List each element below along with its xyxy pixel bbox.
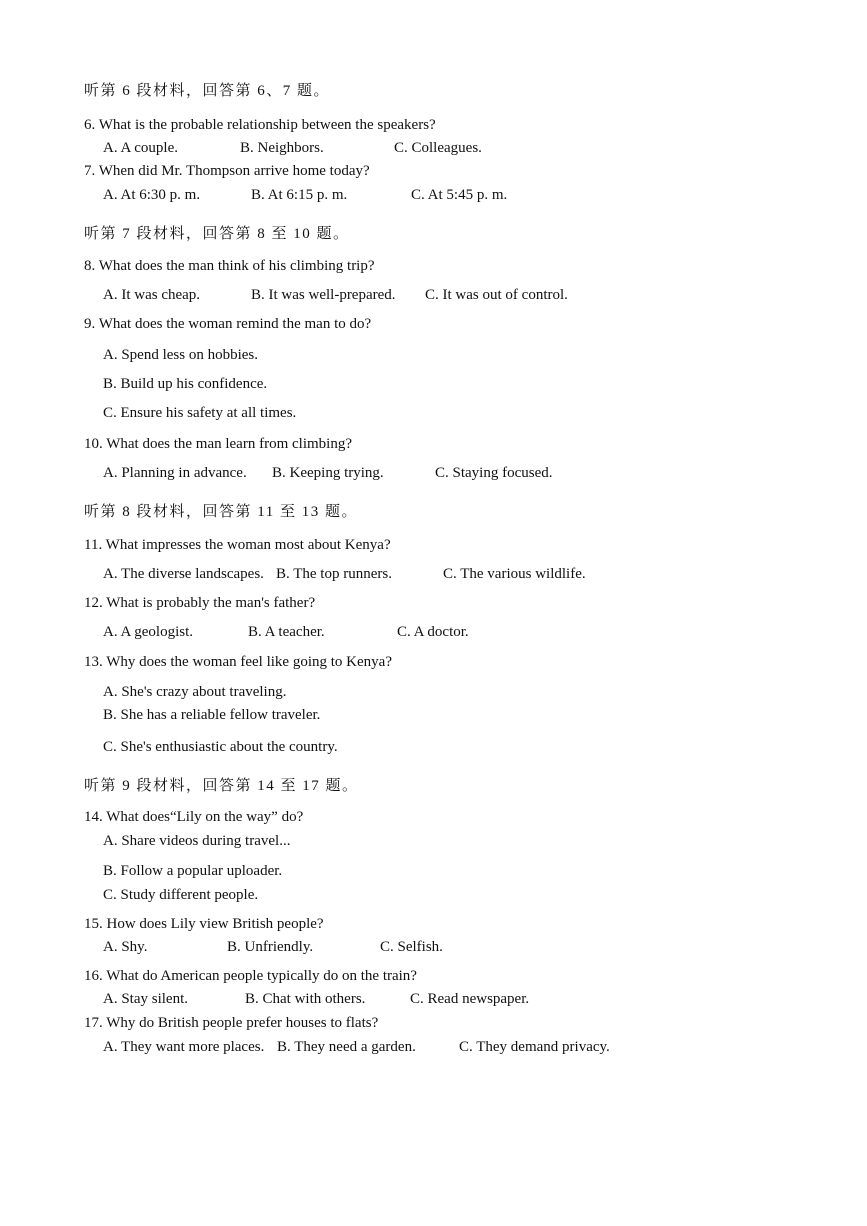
option-13c: C. She's enthusiastic about the country. [103,739,338,755]
option-12b: B. A teacher. [248,624,325,640]
section-heading: 听第 6 段材料，回答第 6、7 题。 [84,83,331,99]
question-9: 9. What does the woman remind the man to do? [84,316,372,332]
question-14: 14. What does“Lily on the way” do? [84,809,304,825]
option-9c: C. Ensure his safety at all times. [103,405,297,421]
option-7a: A. At 6:30 p. m. [103,187,201,203]
question-15: 15. How does Lily view British people? [84,916,324,932]
question-13: 13. Why does the woman feel like going to Kenya? [84,654,392,670]
option-15b: B. Unfriendly. [227,939,314,955]
question-7: 7. When did Mr. Thompson arrive home today? [84,163,370,179]
section-heading: 听第 8 段材料，回答第 11 至 13 题。 [84,504,358,520]
option-10c: C. Staying focused. [435,465,553,481]
option-9b: B. Build up his confidence. [103,376,268,392]
option-6c: C. Colleagues. [394,140,482,156]
question-12: 12. What is probably the man's father? [84,595,316,611]
option-6a: A. A couple. [103,140,178,156]
question-11: 11. What impresses the woman most about Kenya? [84,537,391,553]
question-8: 8. What does the man think of his climbing trip? [84,258,375,274]
option-11a: A. The diverse landscapes. [103,566,264,582]
option-15a: A. Shy. [103,939,148,955]
option-13b: B. She has a reliable fellow traveler. [103,707,321,723]
option-8b: B. It was well-prepared. [251,287,396,303]
option-14c: C. Study different people. [103,887,259,903]
option-7c: C. At 5:45 p. m. [411,187,508,203]
option-11c: C. The various wildlife. [443,566,586,582]
option-16b: B. Chat with others. [245,991,366,1007]
option-16c: C. Read newspaper. [410,991,530,1007]
option-9a: A. Spend less on hobbies. [103,347,258,363]
option-12a: A. A geologist. [103,624,194,640]
option-14b: B. Follow a popular uploader. [103,863,283,879]
option-10a: A. Planning in advance. [103,465,247,481]
option-17c: C. They demand privacy. [459,1039,610,1055]
section-heading: 听第 7 段材料，回答第 8 至 10 题。 [84,226,350,242]
section-heading: 听第 9 段材料，回答第 14 至 17 题。 [84,778,359,794]
option-8c: C. It was out of control. [425,287,568,303]
option-13a: A. She's crazy about traveling. [103,684,287,700]
question-10: 10. What does the man learn from climbing? [84,436,352,452]
option-16a: A. Stay silent. [103,991,188,1007]
option-17b: B. They need a garden. [277,1039,416,1055]
option-15c: C. Selfish. [380,939,443,955]
option-11b: B. The top runners. [276,566,392,582]
option-6b: B. Neighbors. [240,140,324,156]
option-14a: A. Share videos during travel... [103,833,291,849]
option-7b: B. At 6:15 p. m. [251,187,348,203]
option-12c: C. A doctor. [397,624,469,640]
question-6: 6. What is the probable relationship between the speakers? [84,117,436,133]
option-10b: B. Keeping trying. [272,465,384,481]
option-8a: A. It was cheap. [103,287,201,303]
option-17a: A. They want more places. [103,1039,265,1055]
question-16: 16. What do American people typically do on the train? [84,968,417,984]
question-17: 17. Why do British people prefer houses to flats? [84,1015,379,1031]
